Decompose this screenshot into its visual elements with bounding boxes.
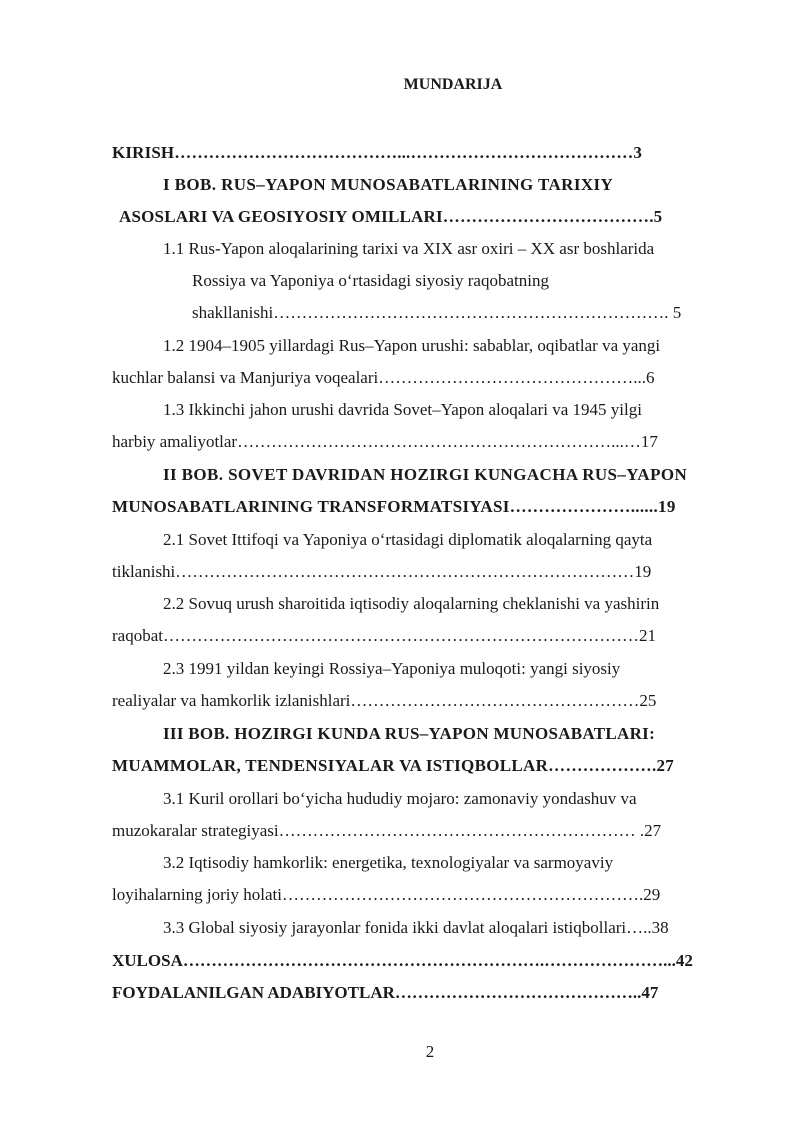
page-title: MUNDARIJA bbox=[403, 76, 503, 93]
toc-chapter-2-title: II BOB. SOVET DAVRIDAN HOZIRGI KUNGACHA RUS–YAPON bbox=[163, 465, 688, 484]
toc-entry-kirish: KIRISH…………………………………...…………………………………3 bbox=[112, 143, 643, 162]
toc-section-2-2: 2.2 Sovuq urush sharoitida iqtisodiy aloqalarning cheklanishi va yashirin bbox=[163, 594, 660, 613]
toc-section-2-1: 2.1 Sovet Ittifoqi va Yaponiya o‘rtasidagi diplomatik aloqalarning qayta bbox=[163, 530, 653, 549]
toc-chapter-1-title: I BOB. RUS–YAPON MUNOSABATLARINING TARIXIY bbox=[163, 175, 614, 194]
toc-chapter-1-title-cont: ASOSLARI VA GEOSIYOSIY OMILLARI……………………………….5 bbox=[119, 207, 663, 226]
toc-entry-xulosa: XULOSA……………………………………………………….…………………...42 bbox=[112, 951, 693, 970]
toc-section-3-1-cont: muzokaralar strategiyasi……………………………………………………… .27 bbox=[112, 821, 662, 840]
toc-section-3-2-cont: loyihalarning joriy holati……………………………………………………….29 bbox=[112, 885, 661, 904]
toc-section-3-3: 3.3 Global siyosiy jarayonlar fonida ikki davlat aloqalari istiqbollari…..38 bbox=[163, 918, 669, 937]
toc-section-1-1: 1.1 Rus-Yapon aloqalarining tarixi va XIX asr oxiri – XX asr boshlarida bbox=[163, 239, 655, 258]
toc-section-1-2: 1.2 1904–1905 yillardagi Rus–Yapon urushi: sabablar, oqibatlar va yangi bbox=[163, 336, 661, 355]
toc-entry-bibliography: FOYDALANILGAN ADABIYOTLAR……………………………………..47 bbox=[112, 983, 659, 1002]
toc-section-3-1: 3.1 Kuril orollari bo‘yicha hududiy mojaro: zamonaviy yondashuv va bbox=[163, 789, 637, 808]
toc-section-2-1-cont: tiklanishi………………………………………………………………………19 bbox=[112, 562, 652, 581]
toc-section-1-2-cont: kuchlar balansi va Manjuriya voqealari………………………………………...6 bbox=[112, 368, 655, 387]
toc-section-2-2-cont: raqobat…………………………………………………………………………21 bbox=[112, 626, 656, 645]
page-number: 2 bbox=[425, 1042, 435, 1061]
toc-section-1-3-cont: harbiy amaliyotlar…………………………………………………………...…17 bbox=[112, 432, 658, 451]
toc-chapter-3-title: III BOB. HOZIRGI KUNDA RUS–YAPON MUNOSABATLARI: bbox=[163, 724, 656, 743]
toc-section-1-1-cont: Rossiya va Yaponiya o‘rtasidagi siyosiy raqobatning bbox=[192, 271, 549, 290]
toc-section-1-3: 1.3 Ikkinchi jahon urushi davrida Sovet–Yapon aloqalari va 1945 yilgi bbox=[163, 400, 642, 419]
toc-section-2-3: 2.3 1991 yildan keyingi Rossiya–Yaponiya muloqoti: yangi siyosiy bbox=[163, 659, 621, 678]
toc-section-2-3-cont: realiyalar va hamkorlik izlanishlari……………………………………………25 bbox=[112, 691, 657, 710]
toc-section-3-2: 3.2 Iqtisodiy hamkorlik: energetika, texnologiyalar va sarmoyaviy bbox=[163, 853, 614, 872]
toc-section-1-1-cont2: shakllanishi……………………………………………………………. 5 bbox=[192, 303, 682, 322]
toc-chapter-2-title-cont: MUNOSABATLARINING TRANSFORMATSIYASI…………………......19 bbox=[112, 497, 676, 516]
toc-chapter-3-title-cont: MUAMMOLAR, TENDENSIYALAR VA ISTIQBOLLAR……………….27 bbox=[112, 756, 675, 775]
